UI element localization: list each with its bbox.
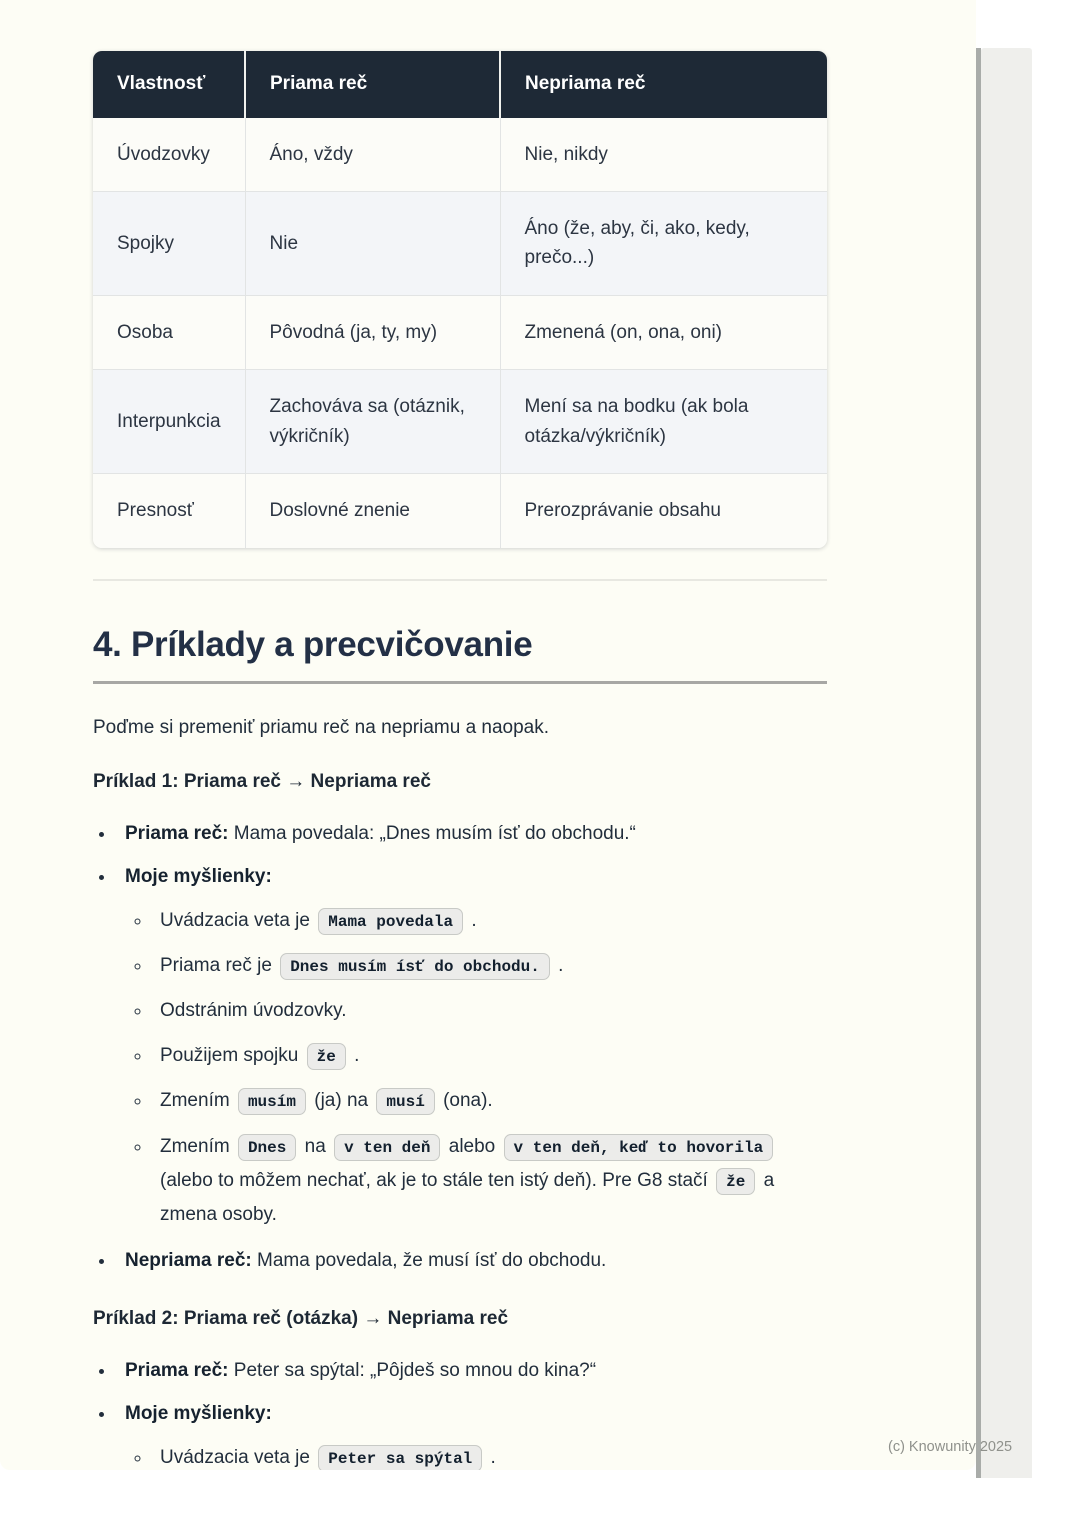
bold-label: Moje myšlienky:	[125, 1403, 272, 1425]
list-item	[116, 863, 827, 1232]
inline-code: že	[307, 1043, 346, 1070]
table-header-cell: Priama reč	[245, 51, 500, 118]
bold-label: Moje myšlienky:	[125, 866, 272, 888]
bold-label: Nepriama reč:	[125, 1250, 252, 1272]
table-cell: Pôvodná (ja, ty, my)	[245, 295, 500, 369]
table-cell: Mení sa na bodku (ak bola otázka/výkričník)	[500, 370, 827, 474]
inline-code: Mama povedala	[318, 908, 463, 935]
table-cell: Áno, vždy	[245, 118, 500, 192]
table-cell: Úvodzovky	[117, 143, 210, 165]
list-item: ◦ Odstránim úvodzovky.	[152, 994, 827, 1028]
table-row	[93, 370, 827, 474]
intro-paragraph: Poďme si premeniť priamu reč na nepriamu a naopak.	[93, 716, 550, 738]
table-cell: Áno (že, aby, či, ako, kedy, prečo...)	[500, 192, 827, 296]
table-cell: Zachováva sa (otáznik, výkričník)	[245, 370, 500, 474]
table-cell: Spojky	[93, 192, 245, 296]
list-item: ◦ Zmením musím (ja) na musí (ona).	[152, 1084, 827, 1118]
table-row	[93, 118, 827, 192]
example-2-heading: Príklad 2: Priama reč (otázka) → Nepriama reč	[93, 1307, 509, 1329]
inline-code: musí	[376, 1088, 434, 1115]
table-cell: Nie, nikdy	[500, 118, 827, 192]
example-2-list	[93, 1357, 827, 1470]
list-item: ◦ Uvádzacia veta je Peter sa spýtal .	[152, 1441, 827, 1470]
table-cell: Presnosť	[93, 474, 245, 548]
inline-code: Dnes musím ísť do obchodu.	[280, 953, 550, 980]
sub-list	[125, 904, 827, 1233]
comparison-table-container	[93, 51, 827, 548]
table-cell: Interpunkcia	[93, 370, 245, 474]
list-item: ◦ Použijem spojku že .	[152, 1039, 827, 1073]
table-cell: Prerozprávanie obsahu	[500, 474, 827, 548]
list-item: • Priama reč: Peter sa spýtal: „Pôjdeš so mnou do kina?“	[116, 1357, 827, 1386]
list-item: ◦ Uvádzacia veta je Mama povedala .	[152, 904, 827, 938]
table-row	[93, 192, 827, 296]
sub-list	[125, 1441, 827, 1470]
section-heading: 4. Príklady a precvičovanie	[93, 625, 827, 684]
table-cell: Doslovné znenie	[245, 474, 500, 548]
inline-code: že	[716, 1168, 755, 1195]
side-panel	[981, 48, 1032, 1478]
table-header-cell: Nepriama reč	[500, 51, 827, 118]
list-item	[116, 1400, 827, 1470]
table-cell: Zmenená (on, ona, oni)	[500, 295, 827, 369]
example-1-heading: Príklad 1: Priama reč → Nepriama reč	[93, 770, 431, 792]
inline-code: Dnes	[238, 1134, 296, 1161]
table-header	[93, 51, 827, 118]
watermark: (c) Knowunity 2025	[888, 1439, 1013, 1455]
bold-label: Priama reč:	[125, 1359, 229, 1381]
list-item: • Priama reč: Mama povedala: „Dnes musím ísť do obchodu.“	[116, 820, 827, 849]
inline-code: musím	[238, 1088, 306, 1115]
inline-code: v ten deň, keď to hovorila	[504, 1134, 774, 1161]
list-item: • Nepriama reč: Mama povedala, že musí ísť do obchodu.	[116, 1247, 827, 1276]
table-header-row	[93, 51, 827, 118]
table-row	[93, 295, 827, 369]
table-body	[93, 118, 827, 548]
table-cell: Nie	[245, 192, 500, 296]
list-item: ◦ Priama reč je Dnes musím ísť do obchodu. .	[152, 949, 827, 983]
table-header-cell: Vlastnosť	[93, 51, 245, 118]
table-cell: Osoba	[93, 295, 245, 369]
list-item: ◦ Zmením Dnes na v ten deň alebo v ten deň, keď to hovorila (alebo to môžem nechať, ak je to stále ten istý deň). Pre G8 stačí že a zmena osoby.	[152, 1130, 827, 1233]
example-1-list	[93, 820, 827, 1276]
bold-label: Priama reč:	[125, 822, 229, 844]
inline-code: Peter sa spýtal	[318, 1445, 482, 1470]
table-row	[93, 474, 827, 548]
inline-code: v ten deň	[334, 1134, 440, 1161]
section-divider	[93, 579, 827, 581]
comparison-table	[93, 51, 827, 548]
